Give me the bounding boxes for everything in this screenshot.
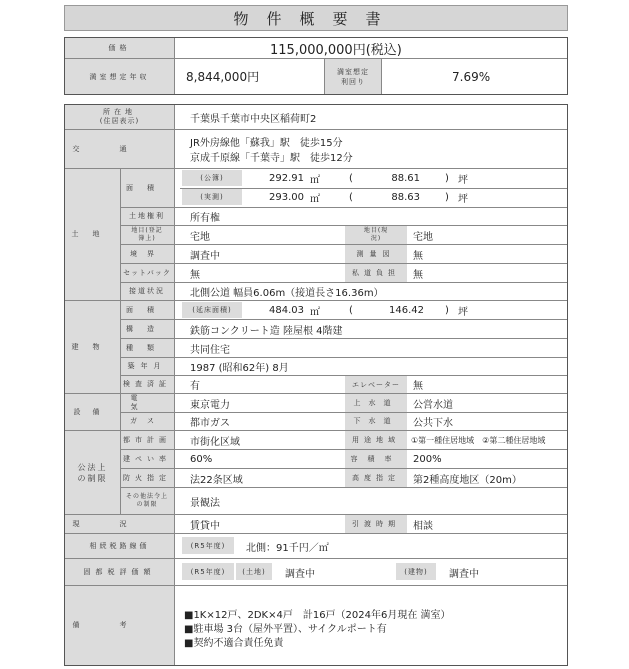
land-category-current-value: 宅地	[413, 231, 433, 243]
divider	[120, 357, 567, 358]
building-structure-label: 構造	[126, 324, 168, 333]
building-area-label: 面積	[126, 305, 168, 314]
handover-label: 引渡時期	[345, 515, 407, 533]
building-floor-sqm: 484.03	[269, 304, 304, 316]
sqm-unit: ㎡	[310, 174, 320, 186]
building-elevator-value: 無	[413, 381, 423, 392]
transport-line-2: 京成千原線「千葉寺」駅 徒歩12分	[190, 153, 353, 164]
land-area-label: 面積	[126, 183, 168, 192]
legal-far-label: 容積率	[345, 450, 407, 468]
land-road-value: 北側公道 幅員6.06m（接道長さ16.36m）	[190, 288, 384, 299]
divider	[120, 375, 567, 376]
divider	[120, 225, 567, 226]
sqm-unit: ㎡	[310, 193, 320, 205]
building-type-label: 種類	[126, 343, 168, 352]
legal-city-value: 市街化区域	[190, 436, 240, 448]
legal-label: 公法上の制限	[77, 462, 108, 483]
tsubo-unit: 坪	[458, 306, 468, 318]
land-category-label: 地目(登記簿上)	[131, 227, 163, 242]
land-rights-label: 土地権利	[129, 212, 165, 220]
remarks-line-2: ■駐車場 3台（屋外平置）、サイクルポート有	[184, 623, 387, 635]
land-privroad-label: 私道負担	[345, 264, 407, 282]
divider	[120, 449, 567, 450]
divider	[120, 487, 567, 488]
land-actual-sqm: 293.00	[269, 191, 304, 203]
divider	[120, 319, 567, 320]
divider	[120, 338, 567, 339]
legal-height-label: 高度指定	[345, 469, 407, 487]
price-label: 価格	[65, 38, 174, 58]
fixed-land-value: 調査中	[285, 568, 315, 580]
price-value: 115,000,000円(税込)	[270, 42, 402, 58]
remarks-line-1: ■1K×12戸、2DK×4戸 計16戸（2024年6月現在 満室）	[184, 609, 451, 621]
tsubo-unit: 坪	[458, 193, 468, 205]
remarks-line-3: ■契約不適合責任免責	[184, 637, 284, 649]
facilities-sewer-value: 公共下水	[413, 418, 453, 429]
facilities-water-value: 公営水道	[413, 399, 453, 411]
inherit-label: 相続税路線価	[89, 541, 150, 550]
yield-label: 満室想定利回り	[325, 59, 381, 94]
divider	[120, 412, 567, 413]
facilities-gas-value: 都市ガス	[190, 418, 230, 429]
status-label: 現況	[72, 519, 167, 528]
land-boundary-value: 調査中	[190, 250, 220, 262]
building-floor-tag: (延床面積)	[182, 302, 242, 318]
land-label: 土地	[71, 230, 114, 238]
land-setback-value: 無	[190, 269, 200, 281]
divider	[120, 207, 567, 208]
paren-open: (	[349, 304, 353, 316]
building-inspect-label: 検査済証	[123, 380, 171, 388]
land-actual-tag: (実測)	[182, 189, 242, 205]
land-privroad-value: 無	[413, 269, 423, 281]
handover-value: 相談	[413, 520, 433, 532]
building-structure-value: 鉄筋コンクリート造 陸屋根 4階建	[190, 325, 343, 337]
facilities-elec-label: 電気	[130, 394, 164, 411]
location-label-text: 所在地	[103, 108, 136, 116]
building-built-value: 1987 (昭和62年) 8月	[190, 363, 289, 374]
paren-open: (	[349, 172, 353, 184]
location-label	[65, 105, 174, 129]
facilities-elec-value: 東京電力	[190, 399, 230, 411]
legal-fire-value: 法22条区域	[190, 474, 243, 486]
land-public-tag: (公簿)	[182, 170, 242, 186]
land-rights-value: 所有権	[190, 213, 220, 224]
paren-close: )	[445, 172, 449, 184]
sqm-unit: ㎡	[310, 306, 320, 318]
legal-other-value: 景観法	[190, 497, 220, 509]
land-road-label: 接道状況	[129, 287, 165, 295]
fixed-bld-tag: (建物)	[396, 563, 436, 580]
fixed-bld-value: 調査中	[449, 568, 479, 580]
location-sublabel: (住居表示)	[99, 117, 140, 125]
building-floor-tsubo: 146.42	[389, 304, 424, 316]
divider	[174, 38, 175, 94]
divider	[120, 244, 567, 245]
facilities-water-label: 上水道	[345, 394, 407, 412]
document-title: 物件概要書	[64, 5, 568, 31]
inherit-tag: (R5年度)	[182, 537, 234, 554]
land-survey-value: 無	[413, 250, 423, 262]
land-actual-tsubo: 88.63	[391, 191, 420, 203]
paren-close: )	[445, 304, 449, 316]
facilities-sewer-label: 下水道	[345, 413, 407, 430]
land-category-value: 宅地	[190, 231, 210, 243]
building-inspect-value: 有	[190, 381, 200, 392]
land-category-current-label: 地目(現況)	[345, 226, 407, 244]
status-value: 賃貸中	[190, 520, 220, 532]
remarks-label: 備考	[72, 621, 167, 629]
legal-height-value: 第2種高度地区（20m）	[413, 474, 522, 486]
income-value: 8,844,000円	[186, 70, 260, 84]
land-public-tsubo: 88.61	[391, 172, 420, 184]
legal-use-value: ①第一種住居地域 ②第二種住居地域	[411, 435, 546, 445]
fixed-land-tag: (土地)	[236, 563, 272, 580]
divider	[174, 105, 175, 665]
tsubo-unit: 坪	[458, 174, 468, 186]
transport-label: 交通	[72, 144, 167, 153]
inherit-value: 北側：91千円／㎡	[246, 542, 329, 554]
legal-other-label: その他法令上の制限	[126, 493, 169, 508]
building-label: 建物	[71, 342, 114, 351]
location-value: 千葉県千葉市中央区稲荷町2	[190, 113, 317, 125]
land-public-sqm: 292.91	[269, 172, 304, 184]
transport-line-1: JR外房線他「蘇我」駅 徒歩15分	[190, 138, 343, 149]
fixed-tag: (R5年度)	[182, 563, 234, 580]
facilities-gas-label: ガス	[130, 417, 164, 425]
land-survey-label: 測量図	[345, 245, 407, 263]
fixed-label: 固都税評価額	[83, 567, 156, 576]
divider	[120, 263, 567, 264]
building-elevator-label: エレベーター	[345, 376, 407, 393]
building-type-value: 共同住宅	[190, 344, 230, 356]
divider	[381, 59, 382, 94]
paren-open: (	[349, 191, 353, 203]
legal-far-value: 200%	[413, 453, 442, 465]
yield-value: 7.69%	[452, 69, 491, 84]
land-boundary-label: 境界	[130, 249, 164, 258]
facilities-label: 設備	[73, 407, 112, 416]
paren-close: )	[445, 191, 449, 203]
income-label: 満室想定年収	[65, 59, 174, 94]
building-built-label: 築年月	[127, 362, 167, 370]
land-setback-label: セットバック	[123, 269, 171, 277]
legal-bcr-value: 60%	[190, 453, 213, 465]
legal-fire-label: 防火指定	[123, 473, 171, 482]
legal-use-label: 用途地域	[345, 431, 407, 449]
legal-bcr-label: 建ぺい率	[123, 454, 171, 463]
legal-city-label: 都市計画	[123, 435, 171, 444]
